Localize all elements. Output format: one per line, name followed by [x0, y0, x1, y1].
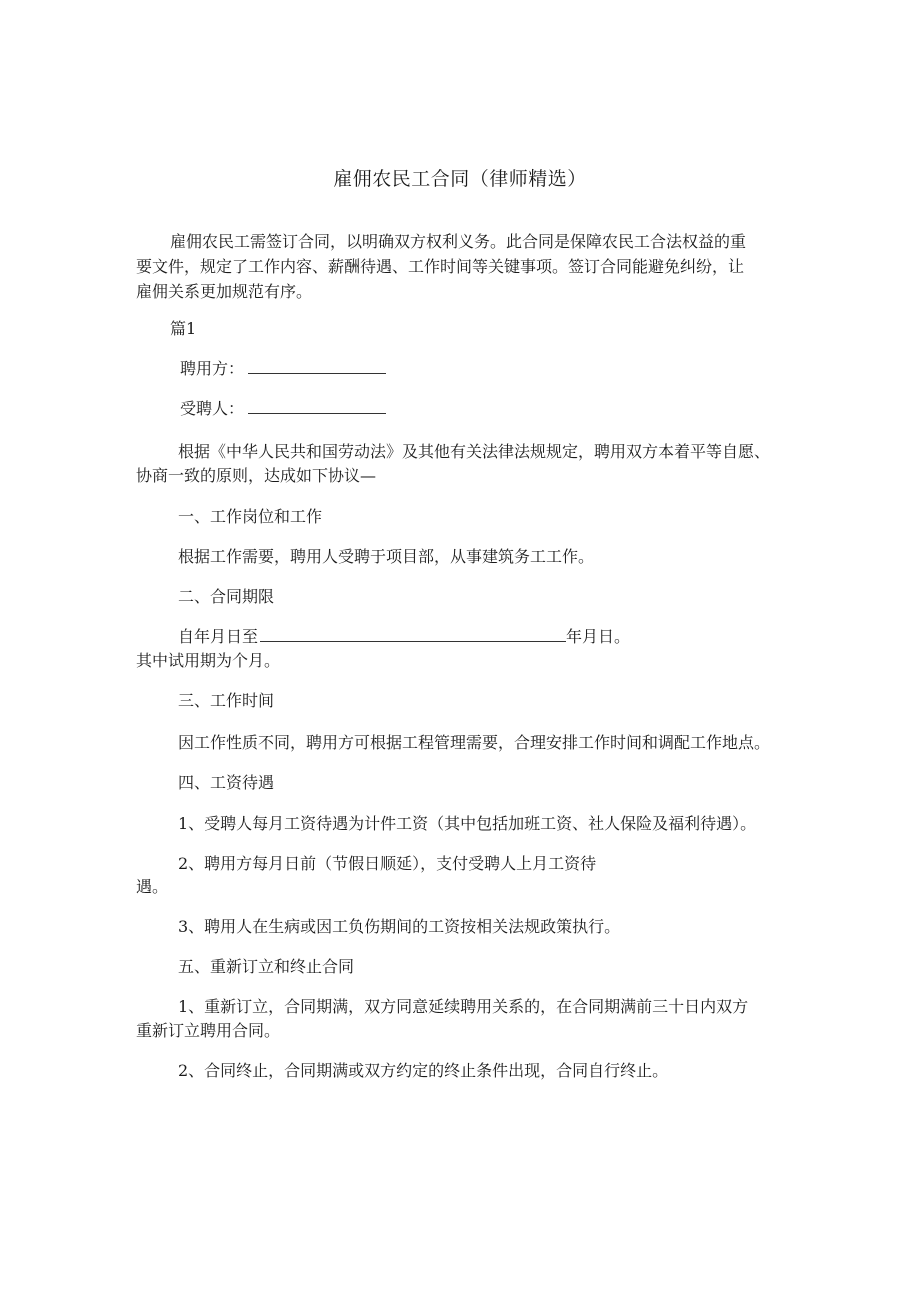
- basis-line-2: 协商一致的原则，达成如下协议—: [136, 466, 377, 485]
- employee-row: [180, 398, 386, 420]
- probation-line: 其中试用期为个月。: [136, 651, 281, 670]
- heading-2: 二、合同期限: [178, 587, 275, 606]
- heading-3: 三、工作时间: [178, 691, 275, 710]
- paragraph-4-3: 3、聘用人在生病或因工负伤期间的工资按相关法规政策执行。: [178, 917, 621, 936]
- contract-term-suffix: 年月日。: [566, 627, 631, 646]
- document-title: 雇佣农民工合同（律师精选）: [333, 168, 587, 190]
- basis-line-1: 根据《中华人民共和国劳动法》及其他有关法律法规规定，聘用双方本着平等自愿、: [178, 442, 771, 461]
- contract-term-prefix: 自年月日至: [178, 627, 259, 646]
- paragraph-5-1-line-2: 重新订立聘用合同。: [136, 1021, 281, 1040]
- contract-term-blank: [260, 627, 566, 642]
- intro-line-3: 雇佣关系更加规范有序。: [136, 282, 313, 301]
- intro-line-2: 要文件，规定了工作内容、薪酬待遇、工作时间等关键事项。签订合同能避免纠纷，让: [136, 257, 745, 276]
- heading-5: 五、重新订立和终止合同: [178, 957, 355, 976]
- contract-term-row: [178, 626, 630, 648]
- employee-label: 受聘人：: [180, 399, 245, 418]
- section-label: 篇1: [170, 319, 197, 338]
- paragraph-5-2: 2、合同终止，合同期满或双方约定的终止条件出现，合同自行终止。: [178, 1061, 669, 1080]
- employer-blank: [248, 359, 386, 374]
- employer-row: [180, 358, 386, 380]
- heading-1: 一、工作岗位和工作: [178, 507, 323, 526]
- intro-line-1: 雇佣农民工需签订合同，以明确双方权利义务。此合同是保障农民工合法权益的重: [170, 232, 747, 251]
- paragraph-1: 根据工作需要，聘用人受聘于项目部，从事建筑务工工作。: [178, 547, 595, 566]
- paragraph-4-2-line-2: 遇。: [136, 877, 169, 896]
- paragraph-4-2-line-1: 2、聘用方每月日前（节假日顺延），支付受聘人上月工资待: [178, 854, 597, 873]
- employer-label: 聘用方：: [180, 359, 245, 378]
- paragraph-3: 因工作性质不同，聘用方可根据工程管理需要，合理安排工作时间和调配工作地点。: [178, 733, 771, 752]
- heading-4: 四、工资待遇: [178, 773, 275, 792]
- paragraph-5-1-line-1: 1、重新订立，合同期满，双方同意延续聘用关系的，在合同期满前三十日内双方: [178, 997, 749, 1016]
- employee-blank: [248, 399, 386, 414]
- paragraph-4-1: 1、受聘人每月工资待遇为计件工资（其中包括加班工资、社人保险及福利待遇）。: [178, 814, 757, 833]
